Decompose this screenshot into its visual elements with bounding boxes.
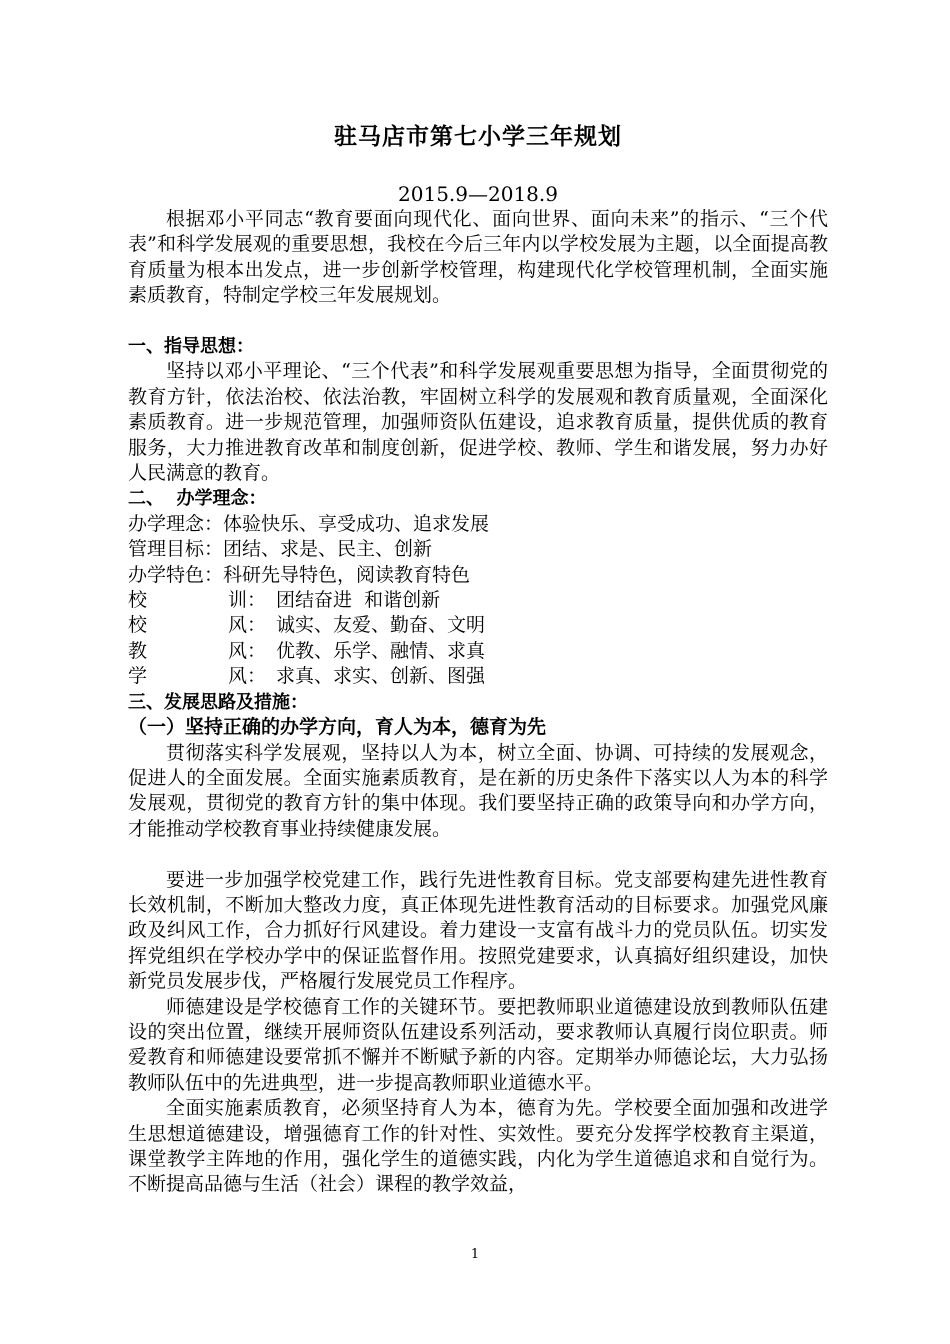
blank-line: [128, 842, 828, 867]
document-title: 驻马店市第七小学三年规划: [334, 124, 622, 150]
motto-value: 优教、乐学、融情、求真: [276, 639, 486, 662]
philosophy-item-value: 体验快乐、享受成功、追求发展: [223, 512, 490, 535]
motto-char-1: 教: [128, 639, 148, 662]
philosophy-item-value: 团结、求是、民主、创新: [223, 538, 433, 561]
section1-heading: 一、指导思想：: [128, 336, 254, 358]
section3-paragraph-4: 全面实施素质教育，必须坚持育人为本，德育为先。学校要全面加强和改进学生思想道德建设，增强德育工作的针对性、实效性。要充分发挥学校教育主渠道，课堂教学主阵地的作用，强化学生的道德实践，内化为学生道德追求和自觉行为。不断提高品德与生活（社会）课程的教学效益，: [128, 1097, 828, 1196]
philosophy-item-label: 管理目标：: [128, 538, 224, 561]
motto-char-2: 风：: [228, 665, 267, 688]
motto-char-2: 训：: [228, 589, 267, 612]
section3-paragraph-3: 师德建设是学校德育工作的关键环节。要把教师职业道德建设放到教师队伍建设的突出位置，继续开展师资队伍建设系列活动，要求教师认真履行岗位职责。师爱教育和师德建设要常抓不懈并不断赋予新的内容。定期举办师德论坛，大力弘扬教师队伍中的先进典型，进一步提高教师职业道德水平。: [128, 995, 828, 1094]
section2-heading: 二、 办学理念：: [128, 488, 267, 510]
section3-paragraph-1: 贯彻落实科学发展观，坚持以人为本，树立全面、协调、可持续的发展观念，促进人的全面发展。全面实施素质教育，是在新的历史条件下落实以人为本的科学发展观，贯彻党的教育方针的集中体现。我们要坚持正确的政策导向和办学方向，才能推动学校教育事业持续健康发展。: [128, 741, 828, 840]
philosophy-item: [128, 512, 828, 537]
motto-row: [128, 664, 828, 689]
motto-row: [128, 639, 828, 664]
document-dates: 2015.9—2018.9: [398, 182, 558, 206]
motto-char-1: 学: [128, 665, 148, 688]
motto-char-2: 风：: [228, 614, 267, 637]
philosophy-item: [128, 563, 828, 588]
philosophy-item: [128, 537, 828, 562]
philosophy-item-label: 办学特色：: [128, 563, 224, 586]
motto-value: 诚实、友爱、勤奋、文明: [276, 614, 486, 637]
section1-paragraph: 坚持以邓小平理论、“三个代表”和科学发展观重要思想为指导，全面贯彻党的教育方针，依法治校、依法治教，牢固树立科学的发展观和教育质量观，全面深化素质教育。进一步规范管理，加强师资队伍建设，追求教育质量，提供优质的教育服务，大力推进教育改革和制度创新，促进学校、教师、学生和谐发展，努力办好人民满意的教育。: [128, 360, 828, 485]
motto-row: [128, 613, 828, 638]
section3-paragraph-2: 要进一步加强学校党建工作，践行先进性教育目标。党支部要构建先进性教育长效机制，不断加大整改力度，真正体现先进性教育活动的目标要求。加强党风廉政及纠风工作，合力抓好行风建设。着力建设一支富有战斗力的党员队伍。切实发挥党组织在学校办学中的保证监督作用。按照党建要求，认真搞好组织建设，加快新党员发展步伐，严格履行发展党员工作程序。: [128, 868, 828, 993]
philosophy-item-label: 办学理念：: [128, 512, 224, 535]
motto-char-1: 校: [128, 614, 148, 637]
motto-value: 团结奋进 和谐创新: [276, 589, 441, 612]
motto-char-1: 校: [128, 589, 148, 612]
philosophy-item-value: 科研先导特色，阅读教育特色: [223, 563, 471, 586]
section3-subheading: （一）坚持正确的办学方向，育人为本，德育为先: [128, 716, 547, 739]
motto-value: 求真、求实、创新、图强: [276, 665, 486, 688]
blank-line: [128, 309, 828, 334]
page-number: 1: [470, 1247, 480, 1262]
intro-paragraph: 根据邓小平同志“教育要面向现代化、面向世界、面向未来”的指示、“三个代表”和科学发展观的重要思想，我校在今后三年内以学校发展为主题，以全面提高教育质量为根本出发点，进一步创新学校管理，构建现代化学校管理机制，全面实施素质教育，特制定学校三年发展规划。: [128, 208, 828, 307]
motto-char-2: 风：: [228, 639, 267, 662]
document-body: [128, 207, 828, 1198]
section3-heading: 三、发展思路及措施：: [128, 691, 308, 713]
motto-row: [128, 588, 828, 613]
